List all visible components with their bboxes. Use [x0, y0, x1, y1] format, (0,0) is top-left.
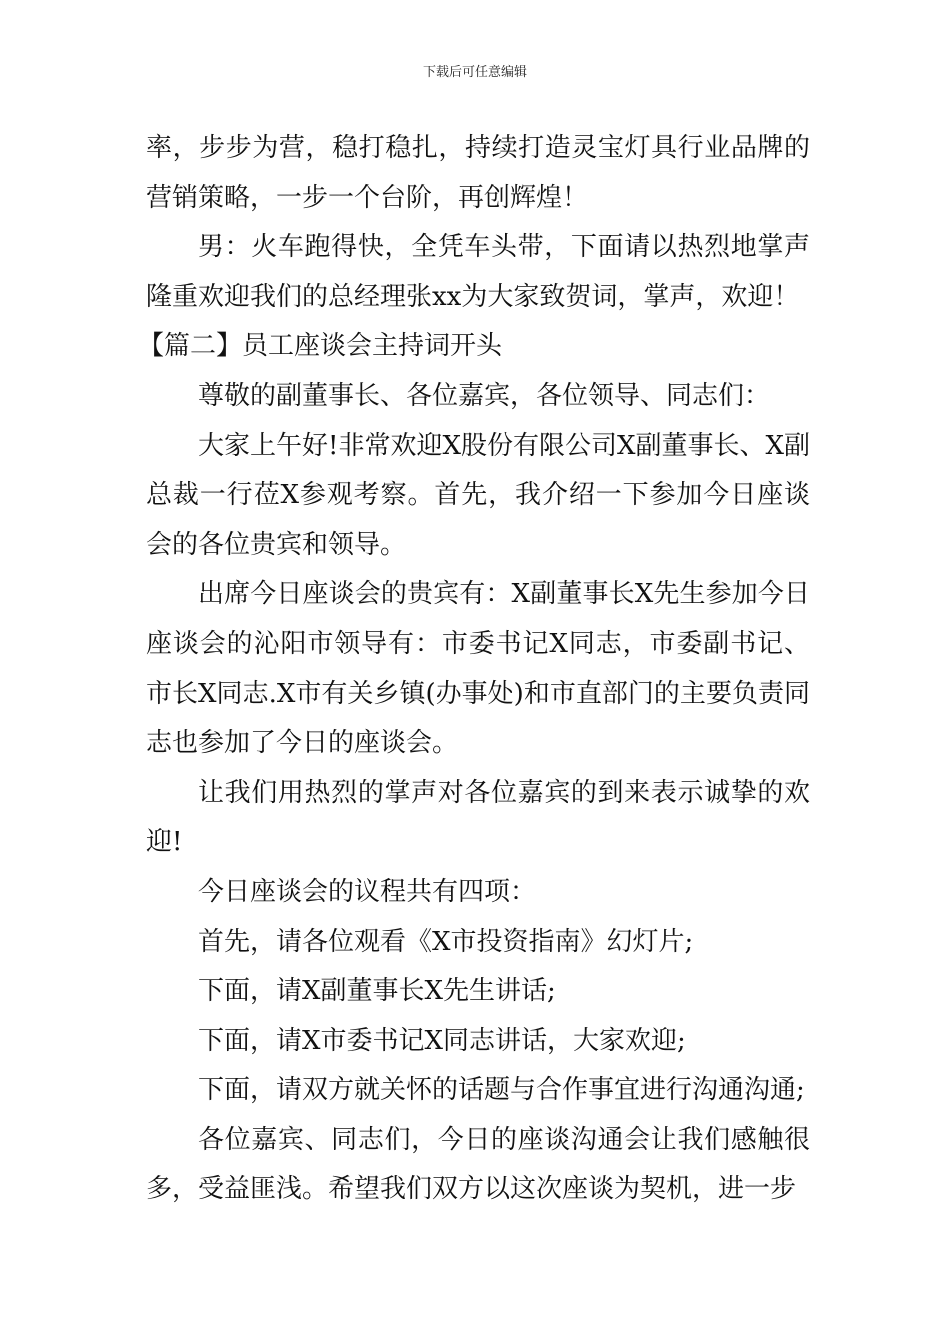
paragraph-guests: 出席今日座谈会的贵宾有：X副董事长X先生参加今日座谈会的沁阳市领导有：市委书记X同志，市委副书记、市长X同志.X市有关乡镇(办事处)和市直部门的主要负责同志也参加了今日的座谈会。 — [146, 579, 810, 759]
page-header-note: 下载后可任意编辑 — [422, 65, 527, 80]
paragraph-greeting: 大家上午好!非常欢迎X股份有限公司X副董事长、X副总裁一行莅X参观考察。首先，我介绍一下参加今日座谈会的各位贵宾和领导。 — [146, 430, 810, 560]
paragraph-welcome: 让我们用热烈的掌声对各位嘉宾的到来表示诚挚的欢迎! — [146, 777, 810, 858]
agenda-item-2: 下面，请X副董事长X先生讲话; — [198, 976, 556, 1007]
document-body — [138, 124, 810, 1215]
section-heading: 【篇二】员工座谈会主持词开头 — [138, 331, 503, 362]
agenda-item-1: 首先，请各位观看《X市投资指南》幻灯片; — [198, 926, 694, 957]
paragraph-salutation: 尊敬的副董事长、各位嘉宾，各位领导、同志们： — [198, 380, 771, 411]
paragraph-agenda-intro: 今日座谈会的议程共有四项： — [198, 876, 537, 907]
paragraph-continuation: 率，步步为营，稳打稳扎，持续打造灵宝灯具行业品牌的营销策略，一步一个台阶，再创辉煌！ — [146, 133, 810, 213]
paragraph-male-host: 男：火车跑得快，全凭车头带，下面请以热烈地掌声隆重欢迎我们的总经理张xx为大家致贺词，掌声，欢迎！ — [146, 232, 810, 312]
paragraph-closing: 各位嘉宾、同志们，今日的座谈沟通会让我们感触很多，受益匪浅。希望我们双方以这次座谈为契机，进一步 — [146, 1124, 810, 1205]
agenda-item-4: 下面，请双方就关怀的话题与合作事宜进行沟通沟通; — [198, 1075, 805, 1106]
agenda-item-3: 下面，请X市委书记X同志讲话，大家欢迎; — [198, 1025, 686, 1056]
